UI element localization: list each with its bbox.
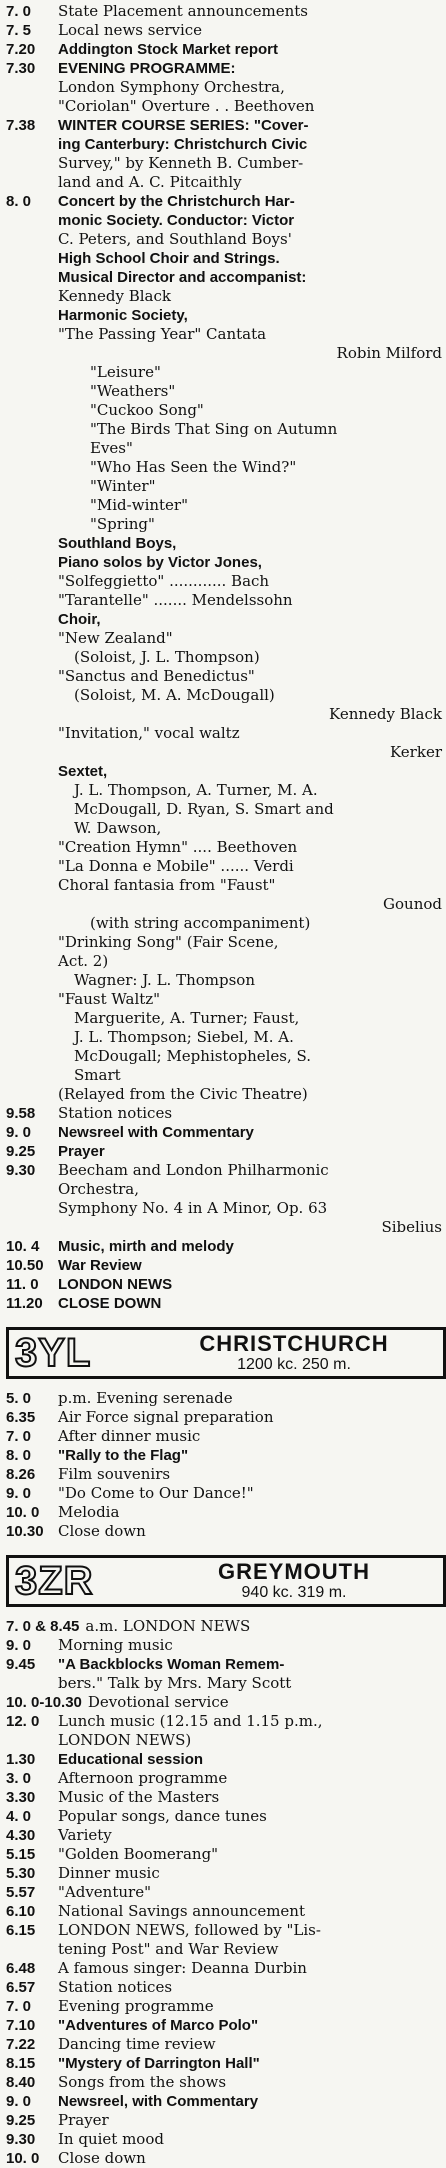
programme-entry: [3, 2092, 442, 2111]
entry-text: Film souvenirs: [58, 1465, 171, 1483]
programme-entry: [3, 933, 442, 952]
programme-entry: [3, 534, 442, 553]
entry-text: Station notices: [58, 1978, 173, 1996]
programme-entry: [3, 1731, 442, 1750]
entry-time: 11.20: [6, 1295, 43, 1312]
entry-text: Marguerite, A. Turner; Faust,: [74, 1009, 300, 1027]
entry-text: Music, mirth and melody: [58, 1238, 234, 1255]
entry-text: Prayer: [58, 2111, 109, 2129]
entry-text: (Soloist, J. L. Thompson): [74, 648, 260, 666]
programme-entry: [3, 1522, 442, 1541]
programme-entry: [3, 1693, 442, 1712]
entry-text: Act. 2): [58, 952, 109, 970]
entry-time: 9.25: [6, 1143, 36, 1160]
programme-entry: [3, 2130, 442, 2149]
entry-time: 9.45: [6, 1656, 36, 1673]
entry-text: WINTER COURSE SERIES: "Cover-: [58, 117, 309, 134]
station-logo: 3YL: [15, 1330, 92, 1375]
programme-entry: [3, 173, 442, 192]
entry-text: Concert by the Christchurch Har-: [58, 193, 295, 210]
entry-text: Musical Director and accompanist:: [58, 269, 307, 286]
entry-time: 9.30: [6, 2131, 36, 2148]
entry-text: Survey," by Kenneth B. Cumber-: [58, 154, 304, 172]
programme-entry: [3, 572, 442, 591]
station-name: GREYMOUTH: [218, 1559, 370, 1584]
entry-text: "Adventures of Marco Polo": [58, 2017, 259, 2034]
station-name: CHRISTCHURCH: [199, 1331, 389, 1356]
entry-text: a.m. LONDON NEWS: [85, 1617, 251, 1635]
programme-entry: [3, 1921, 442, 1940]
entry-text: tening Post" and War Review: [58, 1940, 279, 1958]
programme-entry: [3, 1712, 442, 1731]
entry-text: "Mystery of Darrington Hall": [58, 2055, 260, 2072]
programme-entry: [3, 1047, 442, 1066]
programme-entry: [3, 591, 442, 610]
programme-entry: [3, 610, 442, 629]
programme-entry: [3, 667, 442, 686]
entry-text: Sibelius: [381, 1218, 442, 1236]
programme-entry: [3, 515, 442, 534]
programme-entry: [3, 876, 442, 895]
programme-entry: [3, 401, 442, 420]
programme-entry: [3, 1294, 442, 1313]
entry-text: "New Zealand": [58, 629, 173, 647]
entry-time: 8.40: [6, 2074, 36, 2091]
entry-text: p.m. Evening serenade: [58, 1389, 233, 1407]
entry-time: 7. 0: [6, 3, 32, 20]
programme-entry: [3, 743, 442, 762]
entry-text: "The Passing Year" Cantata: [58, 325, 267, 343]
entry-text: "Adventure": [58, 1883, 151, 1901]
entry-time: 7. 5: [6, 22, 32, 39]
programme-entry: [3, 990, 442, 1009]
entry-text: Orchestra,: [58, 1180, 140, 1198]
entry-text: Variety: [58, 1826, 112, 1844]
entry-text: "Winter": [90, 477, 156, 495]
programme-entry: [3, 21, 442, 40]
entry-text: (Relayed from the Civic Theatre): [58, 1085, 308, 1103]
entry-text: "Leisure": [90, 363, 161, 381]
programme-entry: [3, 287, 442, 306]
programme-entry: [3, 477, 442, 496]
entry-text: "Cuckoo Song": [90, 401, 204, 419]
entry-text: McDougall; Mephistopheles, S.: [74, 1047, 312, 1065]
entry-text: J. L. Thompson, A. Turner, M. A.: [74, 781, 318, 799]
entry-text: "Solfeggietto" ............ Bach: [58, 572, 270, 590]
entry-text: Lunch music (12.15 and 1.15 p.m.,: [58, 1712, 323, 1730]
programme-entry: [3, 1142, 442, 1161]
programme-entry: [3, 1123, 442, 1142]
entry-text: Local news service: [58, 21, 203, 39]
entry-text: High School Choir and Strings.: [58, 250, 280, 267]
entry-text: "A Backblocks Woman Remem-: [58, 1656, 285, 1673]
entry-text: Kennedy Black: [58, 287, 171, 305]
entry-text: "Who Has Seen the Wind?": [90, 458, 297, 476]
programme-entry: [3, 135, 442, 154]
programme-entry: [3, 857, 442, 876]
programme-entry: [3, 420, 442, 439]
entry-text: Dinner music: [58, 1864, 160, 1882]
entry-text: In quiet mood: [58, 2130, 164, 2148]
programme-entry: [3, 154, 442, 173]
programme-listing-3yl: [3, 1389, 442, 1541]
programme-entry: [3, 1009, 442, 1028]
programme-entry: [3, 458, 442, 477]
entry-time: 7. 0: [6, 1428, 32, 1445]
entry-time: 6.48: [6, 1960, 36, 1977]
entry-text: "Creation Hymn" .... Beethoven: [58, 838, 298, 856]
entry-text: Piano solos by Victor Jones,: [58, 554, 262, 571]
entry-text: Newsreel with Commentary: [58, 1124, 254, 1141]
programme-entry: [3, 1085, 442, 1104]
programme-entry: [3, 1446, 442, 1465]
entry-time: 6.10: [6, 1903, 36, 1920]
programme-entry: [3, 2054, 442, 2073]
entry-time: 5.30: [6, 1865, 36, 1882]
programme-entry: [3, 1465, 442, 1484]
entry-text: A famous singer: Deanna Durbin: [58, 1959, 307, 1977]
entry-text: "Spring": [90, 515, 155, 533]
entry-text: Sextet,: [58, 763, 108, 780]
programme-entry: [3, 2035, 442, 2054]
entry-text: (Soloist, M. A. McDougall): [74, 686, 275, 704]
entry-text: W. Dawson,: [74, 819, 162, 837]
station-banner-3zr: [6, 1555, 446, 1607]
entry-text: "Golden Boomerang": [58, 1845, 219, 1863]
programme-entry: [3, 1028, 442, 1047]
entry-text: Smart: [74, 1066, 121, 1084]
programme-entry: [3, 2073, 442, 2092]
programme-entry: [3, 1275, 442, 1294]
programme-listing-3ya: [3, 2, 442, 1313]
entry-text: Melodia: [58, 1503, 120, 1521]
entry-text: bers." Talk by Mrs. Mary Scott: [58, 1674, 292, 1692]
programme-entry: [3, 1066, 442, 1085]
programme-entry: [3, 705, 442, 724]
entry-text: National Savings announcement: [58, 1902, 305, 1920]
programme-entry: [3, 2149, 442, 2168]
entry-text: Close down: [58, 1522, 146, 1540]
entry-text: "Sanctus and Benedictus": [58, 667, 255, 685]
entry-text: Addington Stock Market report: [58, 41, 279, 58]
programme-entry: [3, 59, 442, 78]
station-frequency: 1200 kc. 250 m.: [237, 1356, 351, 1373]
entry-text: State Placement announcements: [58, 2, 308, 20]
programme-entry: [3, 1674, 442, 1693]
programme-entry: [3, 382, 442, 401]
programme-entry: [3, 211, 442, 230]
entry-text: Afternoon programme: [58, 1769, 228, 1787]
programme-entry: [3, 230, 442, 249]
entry-time: 7.30: [6, 60, 36, 77]
programme-entry: [3, 1978, 442, 1997]
entry-text: Close down: [58, 2149, 146, 2167]
entry-text: London Symphony Orchestra,: [58, 78, 285, 96]
entry-time: 4.30: [6, 1827, 36, 1844]
entry-text: Station notices: [58, 1104, 173, 1122]
programme-entry: [3, 1845, 442, 1864]
programme-entry: [3, 78, 442, 97]
programme-entry: [3, 1769, 442, 1788]
entry-time: 3. 0: [6, 1770, 32, 1787]
programme-entry: [3, 1959, 442, 1978]
entry-time: 8. 0: [6, 193, 32, 210]
entry-text: Songs from the shows: [58, 2073, 227, 2091]
entry-time: 7.38: [6, 117, 36, 134]
programme-entry: [3, 971, 442, 990]
programme-entry: [3, 800, 442, 819]
entry-time: 9. 0: [6, 1637, 32, 1654]
programme-entry: [3, 1750, 442, 1769]
programme-entry: [3, 1237, 442, 1256]
entry-text: EVENING PROGRAMME:: [58, 60, 236, 77]
entry-text: Kerker: [390, 743, 442, 761]
entry-text: Eves": [90, 439, 133, 457]
entry-text: McDougall, D. Ryan, S. Smart and: [74, 800, 334, 818]
programme-entry: [3, 1503, 442, 1522]
programme-entry: [3, 1826, 442, 1845]
entry-text: monic Society. Conductor: Victor: [58, 212, 295, 229]
programme-entry: [3, 819, 442, 838]
programme-entry: [3, 306, 442, 325]
entry-text: Gounod: [383, 895, 442, 913]
entry-text: Choir,: [58, 611, 101, 628]
entry-text: Air Force signal preparation: [58, 1408, 274, 1426]
programme-entry: [3, 838, 442, 857]
programme-entry: [3, 1256, 442, 1275]
entry-text: Prayer: [58, 1143, 105, 1160]
entry-text: C. Peters, and Southland Boys': [58, 230, 292, 248]
programme-entry: [3, 116, 442, 135]
entry-time: 10. 0: [6, 2150, 40, 2167]
entry-time: 9.58: [6, 1105, 36, 1122]
programme-entry: [3, 268, 442, 287]
programme-entry: [3, 1864, 442, 1883]
programme-entry: [3, 914, 442, 933]
entry-time: 4. 0: [6, 1808, 32, 1825]
programme-entry: [3, 724, 442, 743]
entry-text: ing Canterbury: Christchurch Civic: [58, 136, 308, 153]
programme-entry: [3, 895, 442, 914]
programme-entry: [3, 1997, 442, 2016]
programme-entry: [3, 439, 442, 458]
programme-entry: [3, 2111, 442, 2130]
entry-text: land and A. C. Pitcaithly: [58, 173, 242, 191]
station-frequency: 940 kc. 319 m.: [241, 1584, 347, 1601]
entry-text: "Rally to the Flag": [58, 1447, 189, 1464]
entry-time: 8.26: [6, 1466, 36, 1483]
entry-text: Popular songs, dance tunes: [58, 1807, 267, 1825]
entry-time: 7. 0 & 8.45: [6, 1618, 80, 1635]
entry-text: "Coriolan" Overture . . Beethoven: [58, 97, 315, 115]
entry-text: LONDON NEWS, followed by "Lis-: [58, 1921, 321, 1939]
programme-entry: [3, 1940, 442, 1959]
programme-entry: [3, 762, 442, 781]
entry-text: CLOSE DOWN: [58, 1295, 162, 1312]
entry-text: LONDON NEWS): [58, 1731, 192, 1749]
entry-text: "Invitation," vocal waltz: [58, 724, 240, 742]
entry-time: 5.57: [6, 1884, 36, 1901]
programme-entry: [3, 1218, 442, 1237]
entry-time: 10. 4: [6, 1238, 40, 1255]
entry-text: "La Donna e Mobile" ...... Verdi: [58, 857, 294, 875]
entry-text: Dancing time review: [58, 2035, 216, 2053]
entry-time: 10.30: [6, 1523, 44, 1540]
programme-entry: [3, 496, 442, 515]
entry-text: "The Birds That Sing on Autumn: [90, 420, 338, 438]
entry-time: 9. 0: [6, 1124, 32, 1141]
entry-time: 6.15: [6, 1922, 36, 1939]
programme-entry: [3, 1902, 442, 1921]
programme-entry: [3, 1104, 442, 1123]
entry-time: 1.30: [6, 1751, 36, 1768]
programme-entry: [3, 781, 442, 800]
programme-entry: [3, 1883, 442, 1902]
entry-time: 5. 0: [6, 1390, 32, 1407]
entry-text: "Drinking Song" (Fair Scene,: [58, 933, 279, 951]
entry-time: 9.25: [6, 2112, 36, 2129]
programme-entry: [3, 553, 442, 572]
entry-time: 7. 0: [6, 1998, 32, 2015]
entry-text: J. L. Thompson; Siebel, M. A.: [74, 1028, 294, 1046]
entry-time: 11. 0: [6, 1276, 39, 1293]
entry-time: 8. 0: [6, 1447, 32, 1464]
programme-entry: [3, 249, 442, 268]
programme-entry: [3, 1180, 442, 1199]
entry-text: Devotional service: [87, 1693, 229, 1711]
programme-entry: [3, 648, 442, 667]
entry-text: Music of the Masters: [58, 1788, 220, 1806]
entry-text: After dinner music: [58, 1427, 201, 1445]
entry-text: LONDON NEWS: [58, 1276, 173, 1293]
programme-entry: [3, 1655, 442, 1674]
entry-time: 9. 0: [6, 2093, 32, 2110]
entry-text: Wagner: J. L. Thompson: [74, 971, 255, 989]
programme-entry: [3, 97, 442, 116]
programme-entry: [3, 1389, 442, 1408]
entry-text: Choral fantasia from "Faust": [58, 876, 276, 894]
entry-text: Kennedy Black: [329, 705, 442, 723]
entry-text: "Do Come to Our Dance!": [58, 1484, 254, 1502]
programme-entry: [3, 344, 442, 363]
programme-entry: [3, 1427, 442, 1446]
entry-time: 7.20: [6, 41, 36, 58]
station-banner-3yl: [6, 1327, 446, 1379]
entry-text: Harmonic Society,: [58, 307, 188, 324]
programme-entry: [3, 1199, 442, 1218]
entry-text: War Review: [58, 1257, 142, 1274]
entry-time: 9.30: [6, 1162, 36, 1179]
programme-entry: [3, 1408, 442, 1427]
entry-time: 8.15: [6, 2055, 36, 2072]
entry-time: 10. 0-10.30: [6, 1694, 82, 1711]
entry-text: Southland Boys,: [58, 535, 177, 552]
programme-listing-3zr: [3, 1617, 442, 2168]
entry-time: 3.30: [6, 1789, 36, 1806]
station-logo: 3ZR: [15, 1558, 94, 1603]
programme-entry: [3, 952, 442, 971]
entry-time: 5.15: [6, 1846, 36, 1863]
entry-time: 6.35: [6, 1409, 36, 1426]
programme-entry: [3, 629, 442, 648]
entry-time: 12. 0: [6, 1713, 40, 1730]
entry-text: "Mid-winter": [90, 496, 188, 514]
programme-entry: [3, 325, 442, 344]
programme-entry: [3, 192, 442, 211]
entry-time: 10.50: [6, 1257, 44, 1274]
entry-text: Symphony No. 4 in A Minor, Op. 63: [58, 1199, 328, 1217]
entry-text: "Faust Waltz": [58, 990, 161, 1008]
programme-entry: [3, 1617, 442, 1636]
entry-text: Beecham and London Philharmonic: [58, 1161, 329, 1179]
programme-entry: [3, 1636, 442, 1655]
entry-time: 7.10: [6, 2017, 36, 2034]
entry-time: 7.22: [6, 2036, 36, 2053]
entry-time: 6.57: [6, 1979, 36, 1996]
programme-entry: [3, 2, 442, 21]
entry-text: Educational session: [58, 1751, 204, 1768]
entry-text: Evening programme: [58, 1997, 214, 2015]
entry-text: Newsreel, with Commentary: [58, 2093, 259, 2110]
programme-entry: [3, 1484, 442, 1503]
programme-entry: [3, 1807, 442, 1826]
programme-entry: [3, 1788, 442, 1807]
entry-time: 9. 0: [6, 1485, 32, 1502]
programme-entry: [3, 686, 442, 705]
entry-text: Morning music: [58, 1636, 173, 1654]
programme-entry: [3, 2016, 442, 2035]
entry-text: "Tarantelle" ....... Mendelssohn: [58, 591, 293, 609]
programme-entry: [3, 363, 442, 382]
programme-entry: [3, 1161, 442, 1180]
entry-text: Robin Milford: [336, 344, 442, 362]
entry-text: (with string accompaniment): [90, 914, 311, 932]
entry-text: "Weathers": [90, 382, 176, 400]
entry-time: 10. 0: [6, 1504, 40, 1521]
programme-entry: [3, 40, 442, 59]
